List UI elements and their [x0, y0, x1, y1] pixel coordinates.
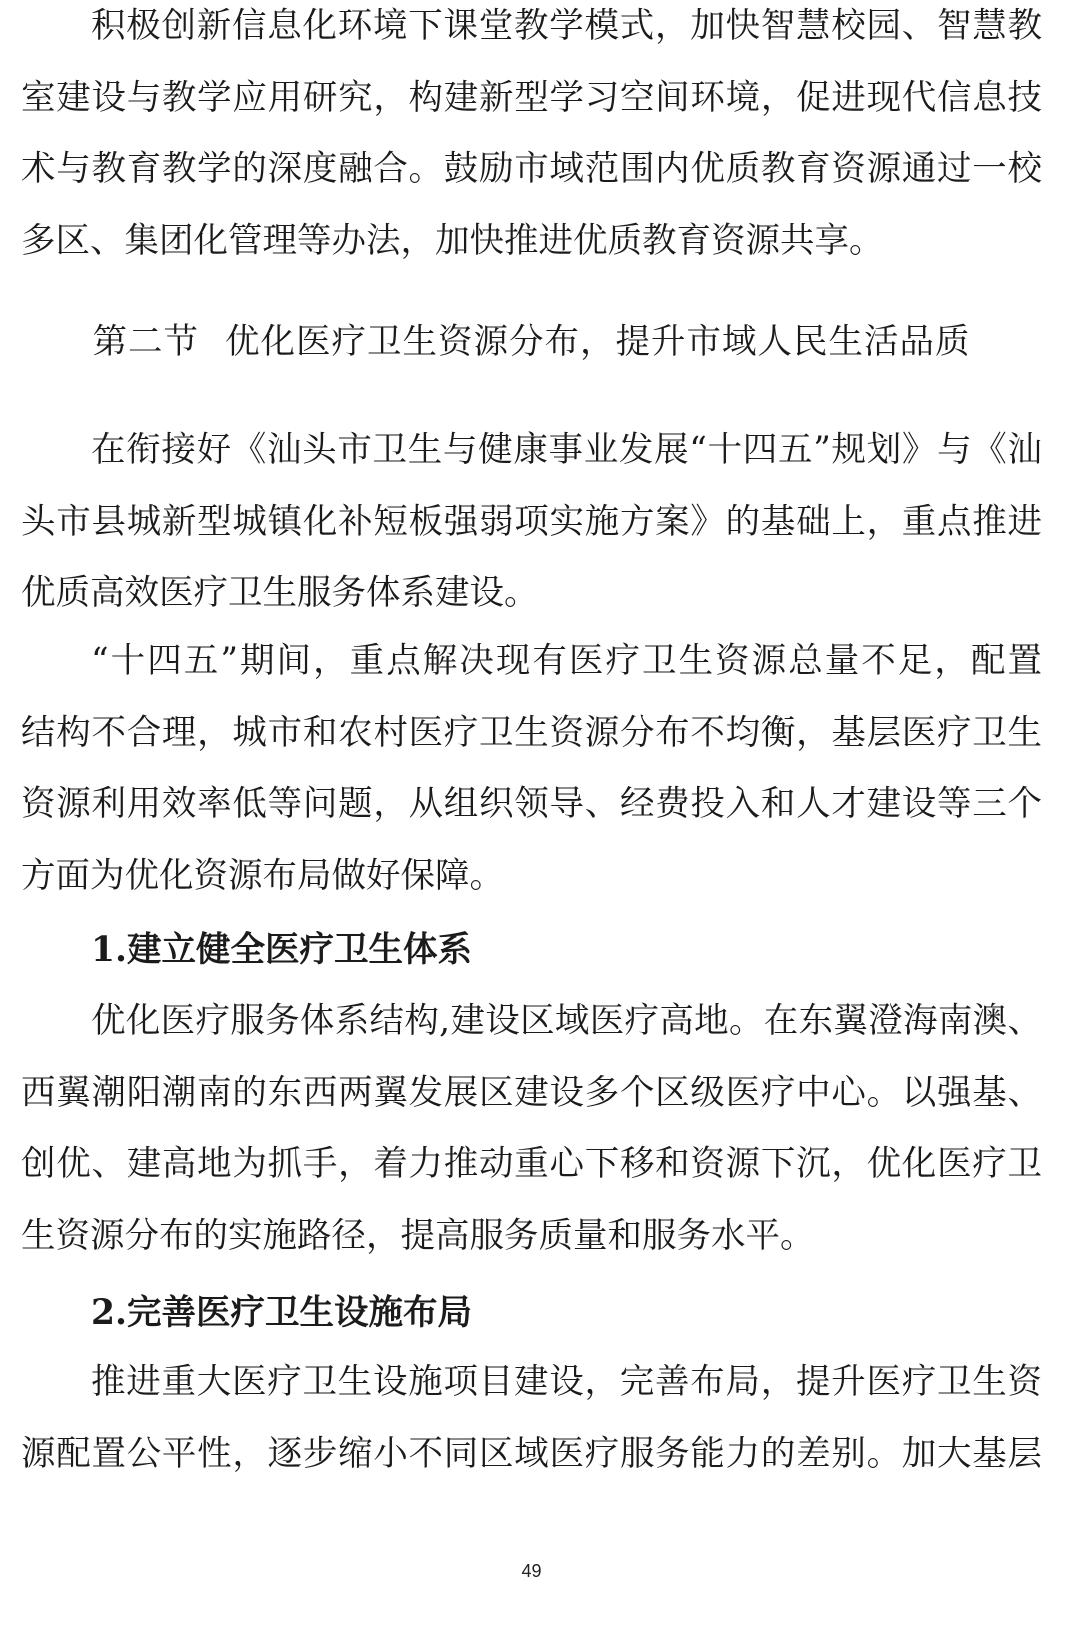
text-line: 积极创新信息化环境下课堂教学模式，加快智慧校园、智慧教	[91, 6, 1042, 46]
paragraph	[21, 626, 1042, 912]
subsection-heading: 2.完善医疗卫生设施布局	[91, 1293, 473, 1333]
text-line: 优化医疗服务体系结构,建设区域医疗高地。在东翼澄海南澳、	[91, 1001, 1042, 1041]
text-line: 多区、集团化管理等办法，加快推进优质教育资源共享。	[21, 220, 884, 261]
text-line: 西翼潮阳潮南的东西两翼发展区建设多个区级医疗中心。以强基、	[21, 1072, 1042, 1113]
text-line: 结构不合理，城市和农村医疗卫生资源分布不均衡，基层医疗卫生	[21, 712, 1042, 753]
paragraph	[21, 1347, 1042, 1490]
text-line: 推进重大医疗卫生设施项目建设，完善布局，提升医疗卫生资	[91, 1362, 1042, 1402]
text-line: 资源利用效率低等问题，从组织领导、经费投入和人才建设等三个	[21, 784, 1042, 824]
text-line: 源配置公平性，逐步缩小不同区域医疗服务能力的差别。加大基层	[21, 1433, 1042, 1474]
text-line: 在衔接好《汕头市卫生与健康事业发展“十四五”规划》与《汕	[91, 430, 1042, 470]
section-title: 优化医疗卫生资源分布，提升市域人民生活品质	[225, 322, 971, 362]
text-line: 优质高效医疗卫生服务体系建设。	[21, 573, 539, 613]
text-line: 方面为优化资源布局做好保障。	[21, 855, 504, 896]
text-line: 创优、建高地为抓手，着力推动重心下移和资源下沉，优化医疗卫	[21, 1144, 1042, 1184]
paragraph	[21, 986, 1042, 1272]
text-line: 头市县城新型城镇化补短板强弱项实施方案》的基础上，重点推进	[21, 501, 1042, 542]
text-line: 室建设与教学应用研究，构建新型学习空间环境，促进现代信息技	[21, 77, 1042, 118]
subsection-heading: 1.建立健全医疗卫生体系	[91, 930, 473, 970]
text-line: 生资源分布的实施路径，提高服务质量和服务水平。	[21, 1215, 815, 1256]
paragraph	[21, 0, 1042, 277]
section-heading	[21, 306, 1042, 378]
section-number: 第二节	[92, 322, 199, 362]
paragraph	[21, 415, 1042, 630]
text-line: “十四五”期间，重点解决现有医疗卫生资源总量不足，配置	[91, 641, 1042, 681]
text-line: 术与教育教学的深度融合。鼓励市域范围内优质教育资源通过一校	[21, 149, 1042, 189]
page-number: 49	[521, 1561, 542, 1581]
